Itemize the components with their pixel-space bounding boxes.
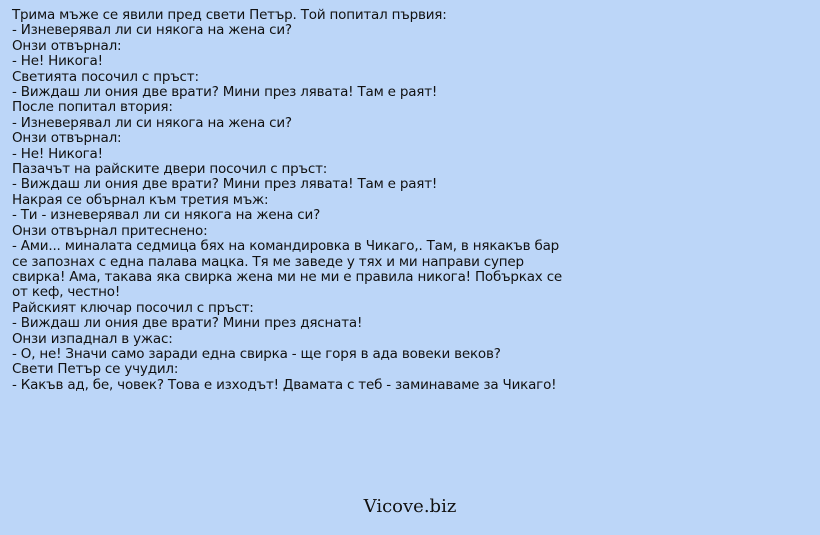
joke-line: - Виждаш ли ония две врати? Мини през лявата! Там е раят!: [12, 176, 438, 193]
joke-line: - Ами... миналата седмица бях на командировка в Чикаго,. Там, в някакъв бар: [12, 238, 560, 255]
joke-line: Онзи изпаднал в ужас:: [12, 330, 173, 347]
joke-line: Райският ключар посочил с пръст:: [12, 299, 254, 316]
joke-line: Пазачът на райските двери посочил с пръст:: [12, 161, 328, 178]
joke-line: После попитал втория:: [12, 99, 173, 116]
joke-text: [12, 8, 577, 393]
joke-line: Накрая се обърнал към третия мъж:: [12, 191, 269, 208]
joke-line: Онзи отвърнал притеснено:: [12, 222, 208, 239]
joke-line: Трима мъже се явили пред свети Петър. Той попитал първия:: [12, 7, 447, 23]
joke-line: - О, не! Значи само заради една свирка - ще горя в ада вовеки веков?: [12, 345, 501, 362]
joke-line: от кеф, честно!: [12, 284, 121, 301]
joke-line: - Не! Никога!: [12, 145, 103, 162]
joke-line: се запознах с една палава мацка. Тя ме заведе у тях и ми направи супер: [12, 253, 524, 270]
joke-line: - Виждаш ли ония две врати? Мини през лявата! Там е раят!: [12, 84, 438, 101]
joke-line: - Изневерявал ли си някога на жена си?: [12, 22, 292, 39]
joke-line: - Какъв ад, бе, човек? Това е изходът! Двамата с теб - заминаваме за Чикаго!: [12, 376, 557, 393]
joke-line: - Ти - изневерявал ли си някога на жена си?: [12, 207, 321, 224]
joke-line: - Не! Никога!: [12, 53, 103, 70]
joke-line: Свети Петър се учудил:: [12, 361, 179, 378]
joke-line: - Изневерявал ли си някога на жена си?: [12, 114, 292, 131]
joke-line: - Виждаш ли ония две врати? Мини през дясната!: [12, 315, 363, 332]
joke-line: Онзи отвърнал:: [12, 37, 122, 54]
joke-line: Онзи отвърнал:: [12, 130, 122, 147]
site-watermark: Vicove.biz: [363, 496, 457, 517]
joke-line: свирка! Ама, такава яка свирка жена ми не ми е правила никога! Побърках се: [12, 268, 563, 285]
joke-line: Светията посочил с пръст:: [12, 68, 199, 85]
